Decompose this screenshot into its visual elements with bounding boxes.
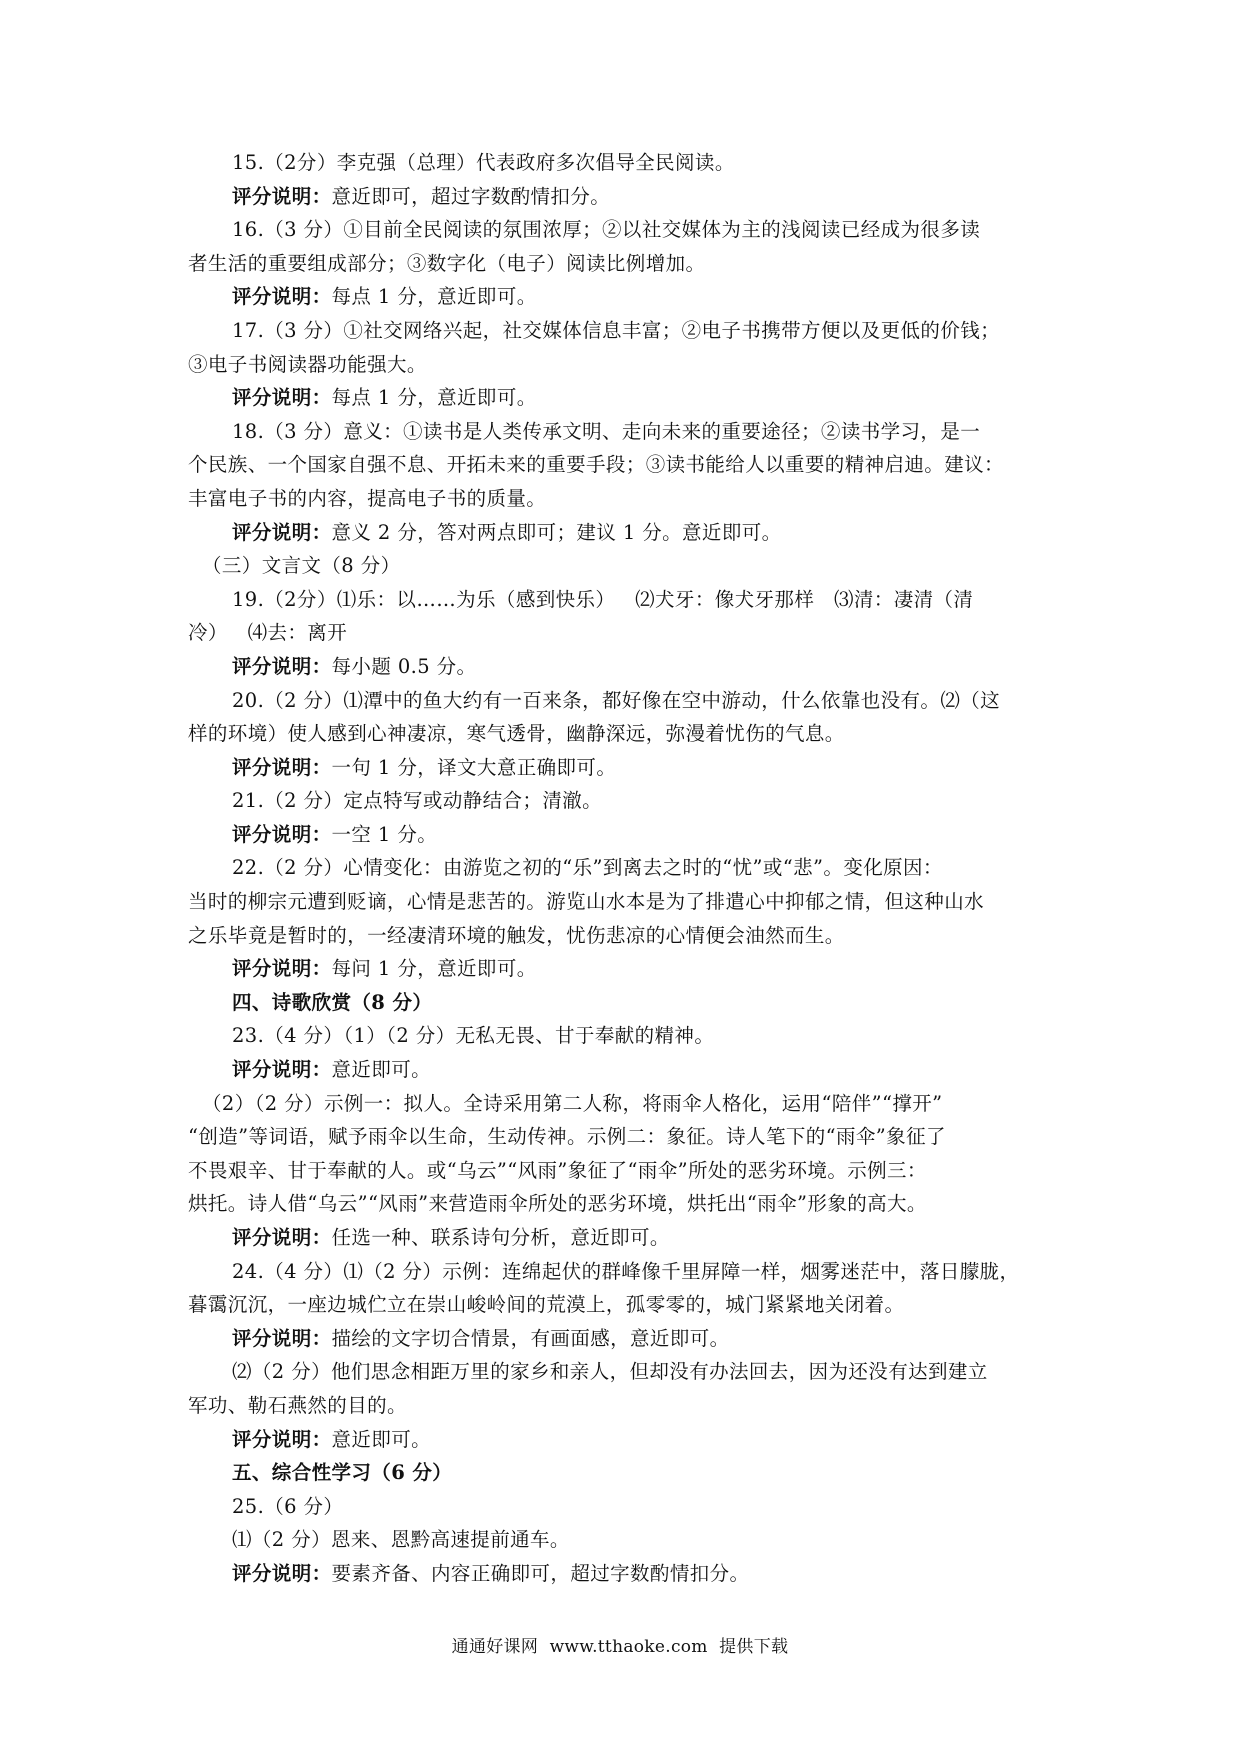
scoring-text: 一句 1 分，译文大意正确即可。 [331, 755, 617, 779]
answer-text: 烘托。诗人借“乌云”“风雨”来营造雨伞所处的恶劣环境，烘托出“雨伞”形象的高大。 [188, 1192, 927, 1216]
scoring-note [188, 180, 1060, 214]
answer-text: 25.（6 分） [232, 1494, 344, 1518]
answer-text: 丰富电子书的内容，提高电子书的质量。 [188, 486, 547, 510]
scoring-label: 评分说明： [232, 285, 332, 309]
answer-line-continued [188, 348, 1060, 382]
scoring-label: 评分说明： [232, 822, 332, 846]
answer-line [188, 684, 1060, 718]
answer-line-continued [188, 1187, 1060, 1221]
scoring-note [188, 818, 1060, 852]
answer-line [188, 415, 1060, 449]
answer-text: 22.（2 分）心情变化：由游览之初的“乐”到离去之时的“忧”或“悲”。变化原因： [232, 856, 943, 880]
heading-text: 四、诗歌欣赏（8 分） [232, 990, 433, 1014]
answer-line [188, 314, 1060, 348]
answer-text: 21.（2 分）定点特写或动静结合；清澈。 [232, 789, 603, 813]
answer-line [188, 1087, 1060, 1121]
answer-line-continued [188, 482, 1060, 516]
answer-text: ③电子书阅读器功能强大。 [188, 352, 427, 376]
answer-text: ⑵（2 分）他们思念相距万里的家乡和亲人，但却没有办法回去，因为还没有达到建立 [232, 1360, 988, 1384]
answer-text: 暮霭沉沉，一座边城伫立在崇山峻岭间的荒漠上，孤零零的，城门紧紧地关闭着。 [188, 1293, 905, 1317]
answer-text: 不畏艰辛、甘于奉献的人。或“乌云”“风雨”象征了“雨伞”所处的恶劣环境。示例三： [188, 1158, 927, 1182]
scoring-note [188, 1053, 1060, 1087]
answer-line-continued [188, 885, 1060, 919]
scoring-label: 评分说明： [232, 1561, 332, 1585]
answer-line [188, 1490, 1060, 1524]
answer-line [188, 851, 1060, 885]
scoring-text: 一空 1 分。 [331, 822, 438, 846]
answer-text: 当时的柳宗元遭到贬谪，心情是悲苦的。游览山水本是为了排遣心中抑郁之情，但这种山水 [188, 890, 985, 914]
answer-text: 23.（4 分）（1）（2 分）无私无畏、甘于奉献的精神。 [232, 1024, 715, 1048]
answer-text: 军功、勒石燕然的目的。 [188, 1393, 407, 1417]
scoring-label: 评分说明： [232, 1326, 332, 1350]
answer-line [188, 1255, 1060, 1289]
scoring-note [188, 650, 1060, 684]
subheading-text: （三）文言文（8 分） [202, 554, 401, 578]
answer-line [188, 1019, 1060, 1053]
scoring-label: 评分说明： [232, 386, 332, 410]
answer-line [188, 1523, 1060, 1557]
scoring-label: 评分说明： [232, 1427, 332, 1451]
answer-line [188, 146, 1060, 180]
page-footer [0, 1632, 1240, 1657]
answer-text: 20.（2 分）⑴潭中的鱼大约有一百来条，都好像在空中游动，什么依靠也没有。⑵（这 [232, 688, 1001, 712]
answer-line-continued [188, 616, 1060, 650]
scoring-note [188, 952, 1060, 986]
section-heading [188, 1456, 1060, 1490]
scoring-text: 意近即可。 [331, 1058, 432, 1082]
answer-text: 17.（3 分）①社交网络兴起，社交媒体信息丰富；②电子书携带方便以及更低的价钱； [232, 318, 1001, 342]
answer-line-continued [188, 1288, 1060, 1322]
scoring-note [188, 1221, 1060, 1255]
answer-line [188, 784, 1060, 818]
scoring-text: 意义 2 分，答对两点即可；建议 1 分。意近即可。 [331, 520, 782, 544]
section-heading [188, 986, 1060, 1020]
heading-text: 五、综合性学习（6 分） [232, 1461, 453, 1485]
scoring-note [188, 516, 1060, 550]
answer-text: 样的环境）使人感到心神凄凉，寒气透骨，幽静深远，弥漫着忧伤的气息。 [188, 722, 845, 746]
answer-text: 24.（4 分）⑴（2 分）示例：连绵起伏的群峰像千里屏障一样，烟雾迷茫中，落日朦胧， [232, 1259, 1020, 1283]
scoring-note [188, 751, 1060, 785]
answer-line-continued [188, 1154, 1060, 1188]
answer-line [188, 1355, 1060, 1389]
answer-text: 个民族、一个国家自强不息、开拓未来的重要手段；③读书能给人以重要的精神启迪。建议： [188, 453, 1004, 477]
scoring-text: 描绘的文字切合情景，有画面感，意近即可。 [331, 1326, 730, 1350]
scoring-note [188, 381, 1060, 415]
scoring-label: 评分说明： [232, 1226, 332, 1249]
scoring-label: 评分说明： [232, 184, 332, 208]
scoring-text: 要素齐备、内容正确即可，超过字数酌情扣分。 [331, 1561, 750, 1585]
answer-line [188, 213, 1060, 247]
answer-line-continued [188, 717, 1060, 751]
answer-text: （2）（2 分）示例一：拟人。全诗采用第二人称，将雨伞人格化，运用“陪伴”“撑开” [202, 1091, 943, 1115]
answer-text: “创造”等词语，赋予雨伞以生命，生动传神。示例二：象征。诗人笔下的“雨伞”象征了 [188, 1125, 946, 1149]
footer-text: 通通好课网 www.tthaoke.com 提供下载 [451, 1637, 789, 1657]
scoring-text: 每点 1 分，意近即可。 [331, 386, 537, 410]
scoring-text: 每点 1 分，意近即可。 [331, 285, 537, 309]
answer-text: 18.（3 分）意义：①读书是人类传承文明、走向未来的重要途径；②读书学习，是一 [232, 419, 981, 443]
answer-text: 19.（2分）⑴乐：以……为乐（感到快乐） ⑵犬牙：像犬牙那样 ⑶清：凄清（清 [232, 587, 974, 611]
scoring-text: 意近即可。 [331, 1427, 432, 1451]
scoring-text: 意近即可，超过字数酌情扣分。 [331, 184, 611, 208]
scoring-note [188, 1423, 1060, 1457]
answer-text: 冷） ⑷去：离开 [188, 621, 348, 645]
answer-line-continued [188, 448, 1060, 482]
scoring-note [188, 280, 1060, 314]
scoring-note [188, 1322, 1060, 1356]
answer-text: 之乐毕竟是暂时的，一经凄清环境的触发，忧伤悲凉的心情便会油然而生。 [188, 923, 845, 947]
scoring-note [188, 1557, 1060, 1591]
answer-text: 16.（3 分）①目前全民阅读的氛围浓厚；②以社交媒体为主的浅阅读已经成为很多读 [232, 218, 981, 242]
scoring-label: 评分说明： [232, 957, 332, 981]
scoring-label: 评分说明： [232, 520, 332, 544]
answer-line-continued [188, 919, 1060, 953]
scoring-text: 每小题 0.5 分。 [331, 654, 477, 678]
scoring-text: 每问 1 分，意近即可。 [331, 957, 537, 981]
answer-line-continued [188, 247, 1060, 281]
answer-text: 15.（2分）李克强（总理）代表政府多次倡导全民阅读。 [232, 151, 735, 174]
answer-text: ⑴（2 分）恩来、恩黔高速提前通车。 [232, 1528, 570, 1552]
answer-line [188, 583, 1060, 617]
scoring-label: 评分说明： [232, 654, 332, 678]
answer-line-continued [188, 1389, 1060, 1423]
scoring-label: 评分说明： [232, 1058, 332, 1082]
answer-line-continued [188, 1120, 1060, 1154]
section-subheading [188, 549, 1060, 583]
answer-key-page [188, 146, 1060, 1591]
scoring-label: 评分说明： [232, 755, 332, 779]
scoring-text: 任选一种、联系诗句分析，意近即可。 [331, 1226, 670, 1249]
answer-text: 者生活的重要组成部分；③数字化（电子）阅读比例增加。 [188, 251, 706, 275]
